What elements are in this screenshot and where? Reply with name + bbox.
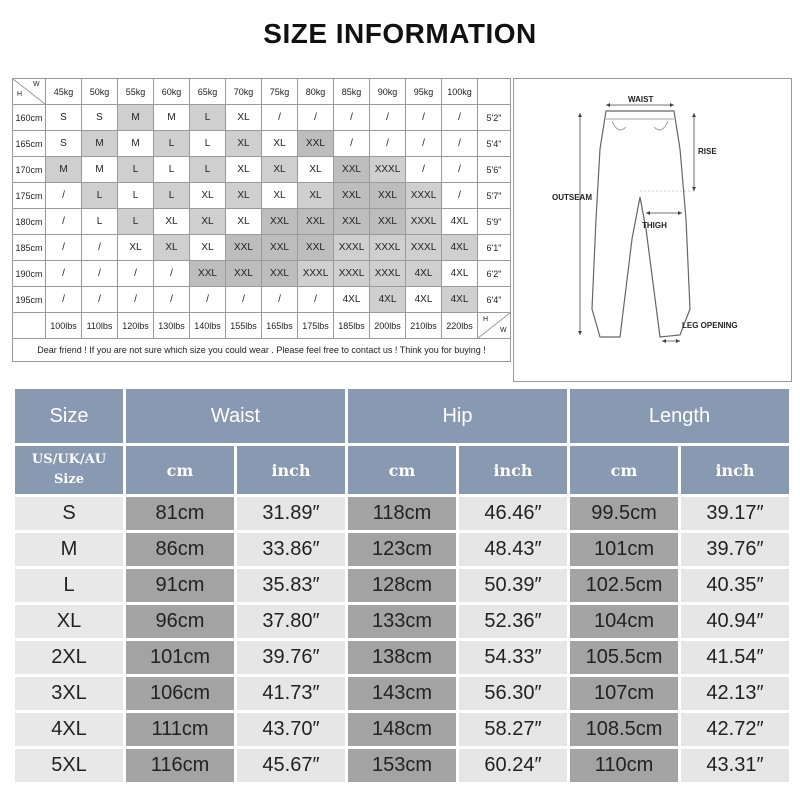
size-cell: XL — [118, 235, 154, 261]
hip-inch-cell: 58.27″ — [459, 713, 567, 746]
length-cm-cell: 104cm — [570, 605, 678, 638]
hip-inch-cell: 50.39″ — [459, 569, 567, 602]
size-cell: L — [154, 183, 190, 209]
grid-row — [13, 235, 511, 261]
waist-inch-cell: 33.86″ — [237, 533, 345, 566]
waist-header: Waist — [126, 389, 345, 443]
grid-lbs-row — [13, 313, 511, 339]
size-cell: XL — [298, 157, 334, 183]
size-cell: XXXL — [406, 235, 442, 261]
size-cell: L — [154, 131, 190, 157]
weight-header-cell: 90kg — [370, 79, 406, 105]
measurement-row — [15, 533, 789, 566]
waist-label: WAIST — [628, 95, 654, 104]
weight-header-cell: 100kg — [442, 79, 478, 105]
length-inch-header: inch — [681, 446, 789, 494]
hip-cm-cell: 123cm — [348, 533, 456, 566]
size-cell: / — [46, 209, 82, 235]
waist-cm-cell: 91cm — [126, 569, 234, 602]
size-cell: L — [82, 183, 118, 209]
size-cell: / — [46, 261, 82, 287]
length-inch-cell: 41.54″ — [681, 641, 789, 674]
weight-header-cell: 50kg — [82, 79, 118, 105]
waist-cm-cell: 116cm — [126, 749, 234, 782]
leg-opening-label: LEG OPENING — [682, 321, 738, 330]
size-cell: M — [82, 131, 118, 157]
rise-label: RISE — [698, 147, 717, 156]
lbs-header-cell: 175lbs — [298, 313, 334, 339]
grid-row — [13, 105, 511, 131]
measurement-row — [15, 713, 789, 746]
measurement-table — [12, 386, 792, 785]
length-inch-cell: 40.35″ — [681, 569, 789, 602]
size-cell: M — [118, 131, 154, 157]
grid-corner-cell-bottom — [478, 313, 511, 339]
size-cell: XXXL — [406, 183, 442, 209]
corner-bottom-weight-label: W — [500, 327, 507, 334]
weight-header-cell: 55kg — [118, 79, 154, 105]
size-cell: / — [442, 105, 478, 131]
height-ft-cell: 5'7" — [478, 183, 511, 209]
size-cell: XL — [226, 157, 262, 183]
size-cell: XL — [154, 209, 190, 235]
hip-inch-header: inch — [459, 446, 567, 494]
size-cell: / — [334, 131, 370, 157]
height-ft-cell: 6'2" — [478, 261, 511, 287]
measurement-row — [15, 677, 789, 710]
size-cell: M — [154, 105, 190, 131]
hip-cm-cell: 128cm — [348, 569, 456, 602]
size-cell: XXXL — [370, 157, 406, 183]
lbs-header-cell: 200lbs — [370, 313, 406, 339]
size-cell: / — [118, 287, 154, 313]
size-cell: 4XL — [406, 261, 442, 287]
size-cell: L — [154, 157, 190, 183]
length-cm-cell: 105.5cm — [570, 641, 678, 674]
length-inch-cell: 39.76″ — [681, 533, 789, 566]
size-cell: / — [82, 287, 118, 313]
size-cell: XXXL — [334, 261, 370, 287]
lbs-header-cell: 130lbs — [154, 313, 190, 339]
size-cell: / — [262, 287, 298, 313]
weight-header-cell: 70kg — [226, 79, 262, 105]
size-cell: L — [15, 569, 123, 602]
size-cell: S — [15, 497, 123, 530]
size-cell: XL — [226, 183, 262, 209]
measurement-row — [15, 605, 789, 638]
height-ft-cell: 5'2" — [478, 105, 511, 131]
size-cell: XL — [15, 605, 123, 638]
size-cell: / — [334, 105, 370, 131]
height-ft-cell: 5'4" — [478, 131, 511, 157]
hip-cm-cell: 148cm — [348, 713, 456, 746]
size-cell: XXL — [298, 235, 334, 261]
size-cell: XL — [226, 209, 262, 235]
size-cell: XXXL — [370, 235, 406, 261]
size-cell: 4XL — [406, 287, 442, 313]
size-cell: / — [298, 287, 334, 313]
size-cell: XXXL — [406, 209, 442, 235]
waist-inch-cell: 39.76″ — [237, 641, 345, 674]
waist-cm-cell: 111cm — [126, 713, 234, 746]
corner-height-label: H — [17, 91, 23, 98]
length-inch-cell: 40.94″ — [681, 605, 789, 638]
size-cell: L — [118, 183, 154, 209]
length-inch-cell: 39.17″ — [681, 497, 789, 530]
size-cell: / — [298, 105, 334, 131]
size-cell: XXXL — [334, 235, 370, 261]
hip-header: Hip — [348, 389, 567, 443]
hip-cm-cell: 118cm — [348, 497, 456, 530]
size-cell: XXL — [298, 131, 334, 157]
size-cell: / — [190, 287, 226, 313]
size-cell: M — [82, 157, 118, 183]
size-cell: 2XL — [15, 641, 123, 674]
size-cell: / — [46, 183, 82, 209]
length-cm-cell: 101cm — [570, 533, 678, 566]
hip-inch-cell: 48.43″ — [459, 533, 567, 566]
weight-header-cell: 95kg — [406, 79, 442, 105]
size-cell: XL — [262, 157, 298, 183]
size-cell: L — [190, 131, 226, 157]
measurement-row — [15, 641, 789, 674]
lbs-header-cell: 155lbs — [226, 313, 262, 339]
thigh-label: THIGH — [642, 221, 667, 230]
size-cell: / — [226, 287, 262, 313]
size-cell: XL — [226, 131, 262, 157]
size-cell: / — [46, 235, 82, 261]
size-cell: XL — [190, 209, 226, 235]
buyer-note: Dear friend ! If you are not sure which size you could wear . Please feel free to contact us ! Think you for buying ! — [13, 339, 511, 362]
size-system-header — [15, 446, 123, 494]
hip-inch-cell: 56.30″ — [459, 677, 567, 710]
waist-cm-cell: 106cm — [126, 677, 234, 710]
size-system-line2: Size — [54, 472, 84, 487]
measurement-row — [15, 497, 789, 530]
waist-inch-cell: 37.80″ — [237, 605, 345, 638]
size-cell: XXL — [262, 235, 298, 261]
waist-inch-header: inch — [237, 446, 345, 494]
length-header: Length — [570, 389, 789, 443]
height-ft-cell: 6'4" — [478, 287, 511, 313]
measurement-row — [15, 749, 789, 782]
size-cell: / — [442, 157, 478, 183]
height-cm-cell: 175cm — [13, 183, 46, 209]
hip-inch-cell: 52.36″ — [459, 605, 567, 638]
grid-row — [13, 287, 511, 313]
size-cell: 4XL — [334, 287, 370, 313]
length-cm-cell: 107cm — [570, 677, 678, 710]
height-cm-cell: 185cm — [13, 235, 46, 261]
weight-header-cell: 60kg — [154, 79, 190, 105]
hip-inch-cell: 60.24″ — [459, 749, 567, 782]
size-cell: XXL — [262, 209, 298, 235]
pants-drawing — [514, 79, 791, 381]
height-cm-cell: 195cm — [13, 287, 46, 313]
size-cell: L — [190, 157, 226, 183]
pants-measurement-diagram — [513, 78, 792, 382]
size-cell: / — [406, 131, 442, 157]
size-cell: 4XL — [442, 261, 478, 287]
waist-inch-cell: 35.83″ — [237, 569, 345, 602]
size-cell: L — [190, 105, 226, 131]
grid-row — [13, 131, 511, 157]
waist-inch-cell: 45.67″ — [237, 749, 345, 782]
size-cell: XXL — [334, 157, 370, 183]
measurement-row — [15, 569, 789, 602]
waist-cm-cell: 81cm — [126, 497, 234, 530]
waist-inch-cell: 43.70″ — [237, 713, 345, 746]
size-cell: XXXL — [298, 261, 334, 287]
size-cell: XL — [262, 183, 298, 209]
grid-row — [13, 261, 511, 287]
size-cell: XXL — [226, 261, 262, 287]
size-header: Size — [15, 389, 123, 443]
height-ft-cell: 5'6" — [478, 157, 511, 183]
size-cell: L — [82, 209, 118, 235]
waist-cm-cell: 96cm — [126, 605, 234, 638]
waist-inch-cell: 31.89″ — [237, 497, 345, 530]
grid-row — [13, 157, 511, 183]
height-cm-cell: 180cm — [13, 209, 46, 235]
waist-inch-cell: 41.73″ — [237, 677, 345, 710]
grid-blank-cell — [478, 79, 511, 105]
size-cell: XXXL — [370, 261, 406, 287]
size-cell: / — [370, 131, 406, 157]
size-cell: / — [82, 261, 118, 287]
size-cell: XL — [154, 235, 190, 261]
weight-header-cell: 80kg — [298, 79, 334, 105]
size-cell: 4XL — [15, 713, 123, 746]
height-ft-cell: 6'1" — [478, 235, 511, 261]
size-cell: XXL — [298, 209, 334, 235]
length-inch-cell: 43.31″ — [681, 749, 789, 782]
size-cell: / — [154, 287, 190, 313]
length-cm-cell: 99.5cm — [570, 497, 678, 530]
corner-bottom-height-label: H — [483, 316, 489, 323]
size-cell: XL — [190, 183, 226, 209]
size-cell: / — [46, 287, 82, 313]
lbs-header-cell: 100lbs — [46, 313, 82, 339]
lbs-header-cell: 140lbs — [190, 313, 226, 339]
size-cell: M — [118, 105, 154, 131]
size-cell: M — [46, 157, 82, 183]
size-cell: XXL — [334, 183, 370, 209]
size-cell: S — [82, 105, 118, 131]
size-cell: / — [370, 105, 406, 131]
hip-cm-cell: 153cm — [348, 749, 456, 782]
size-cell: / — [262, 105, 298, 131]
size-cell: 4XL — [442, 235, 478, 261]
lbs-header-cell: 185lbs — [334, 313, 370, 339]
weight-header-cell: 65kg — [190, 79, 226, 105]
hip-inch-cell: 54.33″ — [459, 641, 567, 674]
size-cell: 3XL — [15, 677, 123, 710]
hip-cm-cell: 133cm — [348, 605, 456, 638]
length-cm-cell: 108.5cm — [570, 713, 678, 746]
waist-cm-cell: 86cm — [126, 533, 234, 566]
size-cell: / — [406, 105, 442, 131]
size-cell: S — [46, 131, 82, 157]
weight-header-cell: 75kg — [262, 79, 298, 105]
size-cell: XL — [262, 131, 298, 157]
length-inch-cell: 42.13″ — [681, 677, 789, 710]
size-cell: 4XL — [370, 287, 406, 313]
page-title: SIZE INFORMATION — [263, 18, 537, 49]
weight-header-cell: 85kg — [334, 79, 370, 105]
size-cell: / — [154, 261, 190, 287]
size-cell: XXL — [370, 183, 406, 209]
size-cell: S — [46, 105, 82, 131]
hip-cm-cell: 138cm — [348, 641, 456, 674]
size-cell: 5XL — [15, 749, 123, 782]
size-cell: / — [406, 157, 442, 183]
hip-inch-cell: 46.46″ — [459, 497, 567, 530]
size-cell: XXL — [334, 209, 370, 235]
lbs-header-cell: 220lbs — [442, 313, 478, 339]
waist-cm-header: cm — [126, 446, 234, 494]
size-cell: XL — [190, 235, 226, 261]
height-cm-cell: 170cm — [13, 157, 46, 183]
grid-note-row — [13, 339, 511, 362]
grid-row — [13, 183, 511, 209]
size-cell: XXL — [190, 261, 226, 287]
size-cell: M — [15, 533, 123, 566]
size-cell: XXL — [226, 235, 262, 261]
size-cell: / — [442, 183, 478, 209]
size-cell: / — [442, 131, 478, 157]
height-cm-cell: 160cm — [13, 105, 46, 131]
height-weight-size-grid — [12, 78, 511, 362]
size-cell: XXL — [370, 209, 406, 235]
size-cell: / — [82, 235, 118, 261]
corner-weight-label: W — [33, 81, 40, 88]
size-cell: L — [118, 157, 154, 183]
weight-header-cell: 45kg — [46, 79, 82, 105]
hip-cm-header: cm — [348, 446, 456, 494]
lbs-header-cell: 120lbs — [118, 313, 154, 339]
grid-row — [13, 209, 511, 235]
size-cell: / — [118, 261, 154, 287]
height-ft-cell: 5'9" — [478, 209, 511, 235]
grid-blank-cell — [13, 313, 46, 339]
hip-cm-cell: 143cm — [348, 677, 456, 710]
lbs-header-cell: 110lbs — [82, 313, 118, 339]
grid-corner-cell — [13, 79, 46, 105]
lbs-header-cell: 165lbs — [262, 313, 298, 339]
size-cell: 4XL — [442, 209, 478, 235]
size-cell: XL — [226, 105, 262, 131]
outseam-label: OUTSEAM — [552, 193, 592, 202]
length-inch-cell: 42.72″ — [681, 713, 789, 746]
length-cm-cell: 102.5cm — [570, 569, 678, 602]
waist-cm-cell: 101cm — [126, 641, 234, 674]
size-cell: XXL — [262, 261, 298, 287]
height-cm-cell: 190cm — [13, 261, 46, 287]
length-cm-cell: 110cm — [570, 749, 678, 782]
size-system-line1: US/UK/AU — [31, 452, 107, 467]
size-cell: 4XL — [442, 287, 478, 313]
size-cell: XL — [298, 183, 334, 209]
height-cm-cell: 165cm — [13, 131, 46, 157]
length-cm-header: cm — [570, 446, 678, 494]
lbs-header-cell: 210lbs — [406, 313, 442, 339]
size-cell: L — [118, 209, 154, 235]
